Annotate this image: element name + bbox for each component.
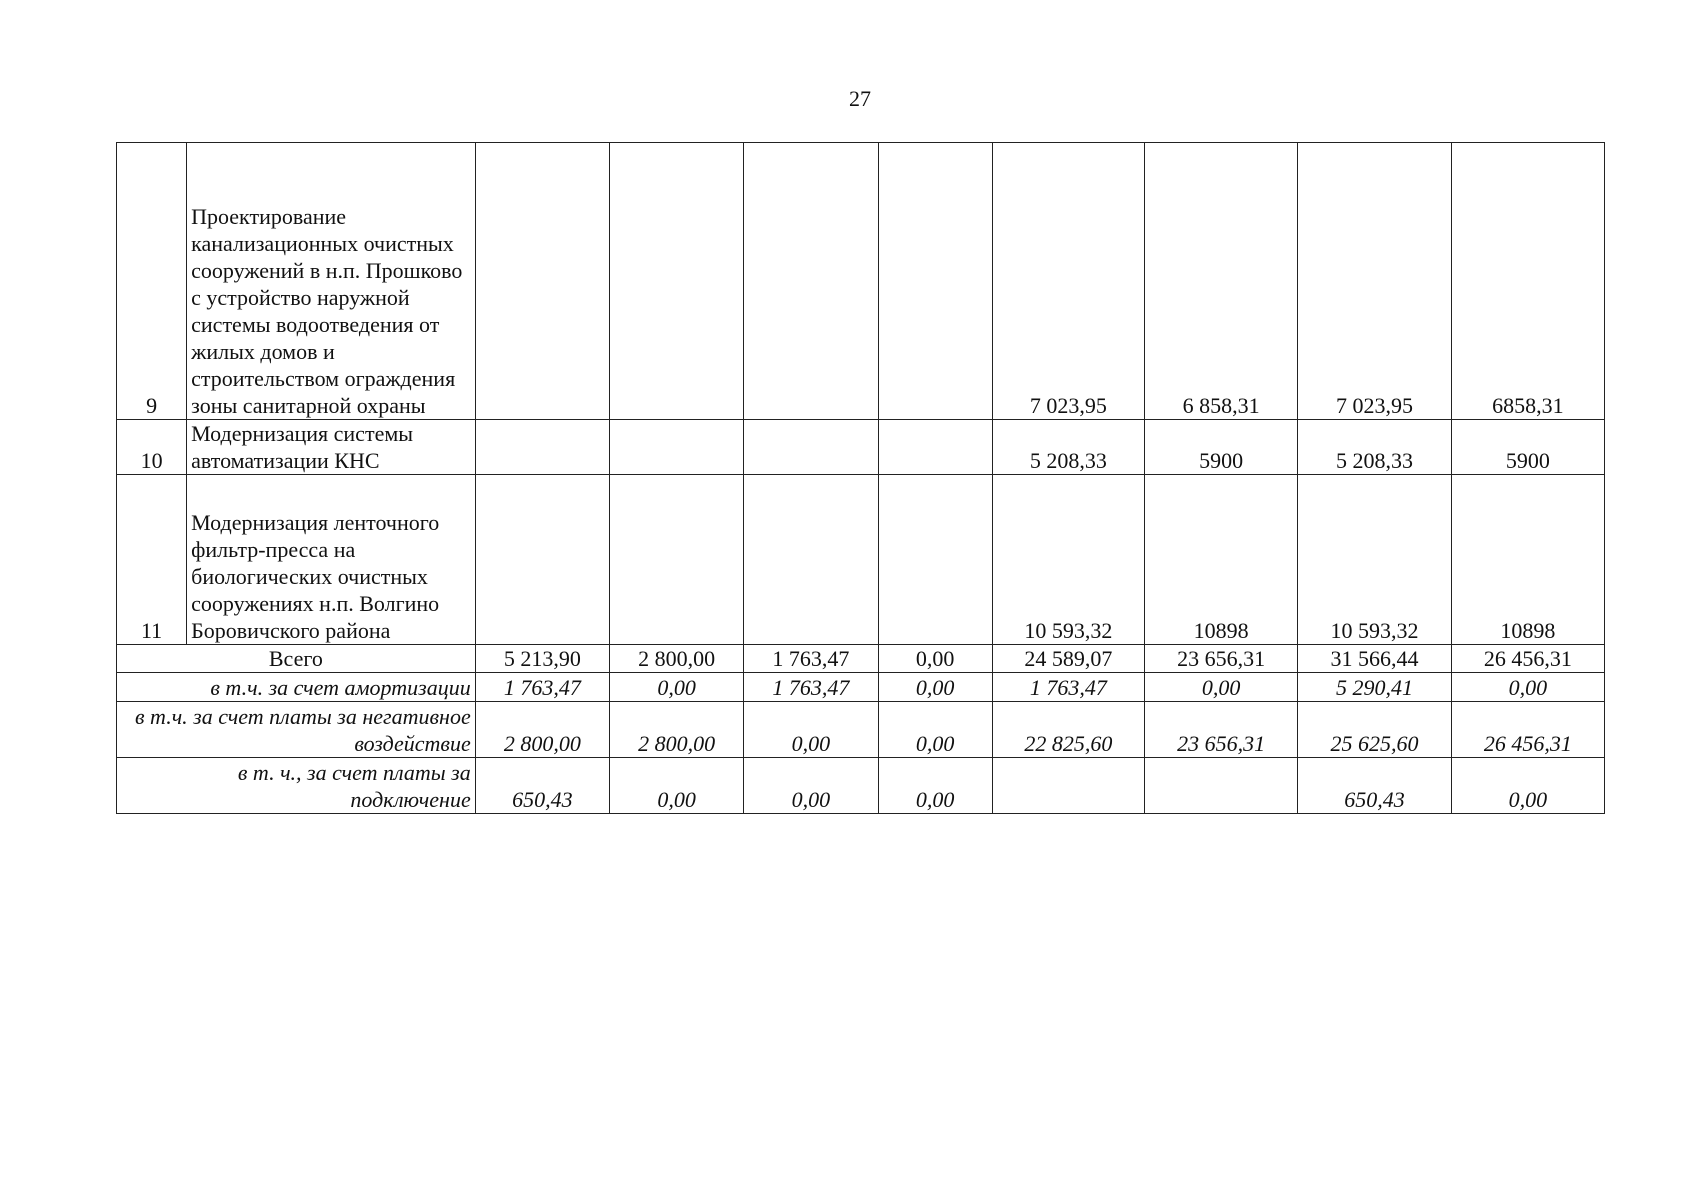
value-cell — [878, 475, 992, 645]
subtotal-value: 0,00 — [744, 702, 878, 758]
subtotal-value: 1 763,47 — [744, 673, 878, 702]
value-cell: 5 208,33 — [1298, 420, 1451, 475]
row-number: 10 — [117, 420, 187, 475]
row-number: 9 — [117, 143, 187, 420]
subtotal-value: 1 763,47 — [475, 673, 609, 702]
subtotal-label: в т.ч. за счет амортизации — [117, 673, 476, 702]
subtotal-value: 0,00 — [609, 673, 743, 702]
subtotal-value: 2 800,00 — [609, 702, 743, 758]
investment-table — [116, 142, 1605, 814]
value-cell: 6 858,31 — [1145, 143, 1298, 420]
subtotal-row-negative-impact — [117, 702, 1605, 758]
value-cell: 10 593,32 — [1298, 475, 1451, 645]
subtotal-value: 2 800,00 — [475, 702, 609, 758]
row-description: Модернизация ленточного фильтр-пресса на биологических очистных сооружениях н.п. Волгино Боровичского района — [187, 475, 476, 645]
table-row — [117, 143, 1605, 420]
value-cell — [744, 420, 878, 475]
subtotal-value: 22 825,60 — [992, 702, 1144, 758]
subtotal-label: в т.ч. за счет платы за негативное воздействие — [117, 702, 476, 758]
row-description: Модернизация системы автоматизации КНС — [187, 420, 476, 475]
value-cell: 7 023,95 — [992, 143, 1144, 420]
subtotal-value: 0,00 — [1451, 673, 1604, 702]
total-value: 2 800,00 — [609, 645, 743, 673]
subtotal-row-amortization — [117, 673, 1605, 702]
subtotal-value: 26 456,31 — [1451, 702, 1604, 758]
value-cell: 5900 — [1451, 420, 1604, 475]
subtotal-value: 0,00 — [878, 702, 992, 758]
subtotal-value: 0,00 — [1145, 673, 1298, 702]
total-value: 23 656,31 — [1145, 645, 1298, 673]
subtotal-value: 23 656,31 — [1145, 702, 1298, 758]
value-cell — [878, 420, 992, 475]
value-cell — [475, 143, 609, 420]
value-cell — [475, 420, 609, 475]
row-description: Проектирование канализационных очистных сооружений в н.п. Прошково с устройство наружной системы водоотведения от жилых домов и строительством ограждения зоны санитарной охраны — [187, 143, 476, 420]
value-cell: 10898 — [1451, 475, 1604, 645]
subtotal-value: 25 625,60 — [1298, 702, 1451, 758]
subtotal-value: 1 763,47 — [992, 673, 1144, 702]
total-value: 31 566,44 — [1298, 645, 1451, 673]
value-cell: 6858,31 — [1451, 143, 1604, 420]
subtotal-row-connection-fee — [117, 758, 1605, 814]
value-cell — [475, 475, 609, 645]
subtotal-value: 0,00 — [744, 758, 878, 814]
total-value: 24 589,07 — [992, 645, 1144, 673]
value-cell: 7 023,95 — [1298, 143, 1451, 420]
page-number: 27 — [849, 86, 871, 111]
total-value: 26 456,31 — [1451, 645, 1604, 673]
value-cell — [744, 475, 878, 645]
table-row — [117, 475, 1605, 645]
value-cell — [609, 420, 743, 475]
subtotal-value — [992, 758, 1144, 814]
total-label: Всего — [117, 645, 476, 673]
subtotal-value — [1145, 758, 1298, 814]
table-row — [117, 420, 1605, 475]
subtotal-value: 0,00 — [1451, 758, 1604, 814]
row-number: 11 — [117, 475, 187, 645]
value-cell: 10898 — [1145, 475, 1298, 645]
value-cell: 10 593,32 — [992, 475, 1144, 645]
subtotal-value: 650,43 — [475, 758, 609, 814]
subtotal-value: 0,00 — [878, 758, 992, 814]
value-cell: 5900 — [1145, 420, 1298, 475]
total-value: 1 763,47 — [744, 645, 878, 673]
value-cell: 5 208,33 — [992, 420, 1144, 475]
total-value: 0,00 — [878, 645, 992, 673]
value-cell — [744, 143, 878, 420]
value-cell — [609, 143, 743, 420]
subtotal-value: 5 290,41 — [1298, 673, 1451, 702]
value-cell — [609, 475, 743, 645]
subtotal-value: 0,00 — [878, 673, 992, 702]
subtotal-label: в т. ч., за счет платы за подключение — [117, 758, 476, 814]
total-value: 5 213,90 — [475, 645, 609, 673]
subtotal-value: 0,00 — [609, 758, 743, 814]
total-row — [117, 645, 1605, 673]
value-cell — [878, 143, 992, 420]
subtotal-value: 650,43 — [1298, 758, 1451, 814]
